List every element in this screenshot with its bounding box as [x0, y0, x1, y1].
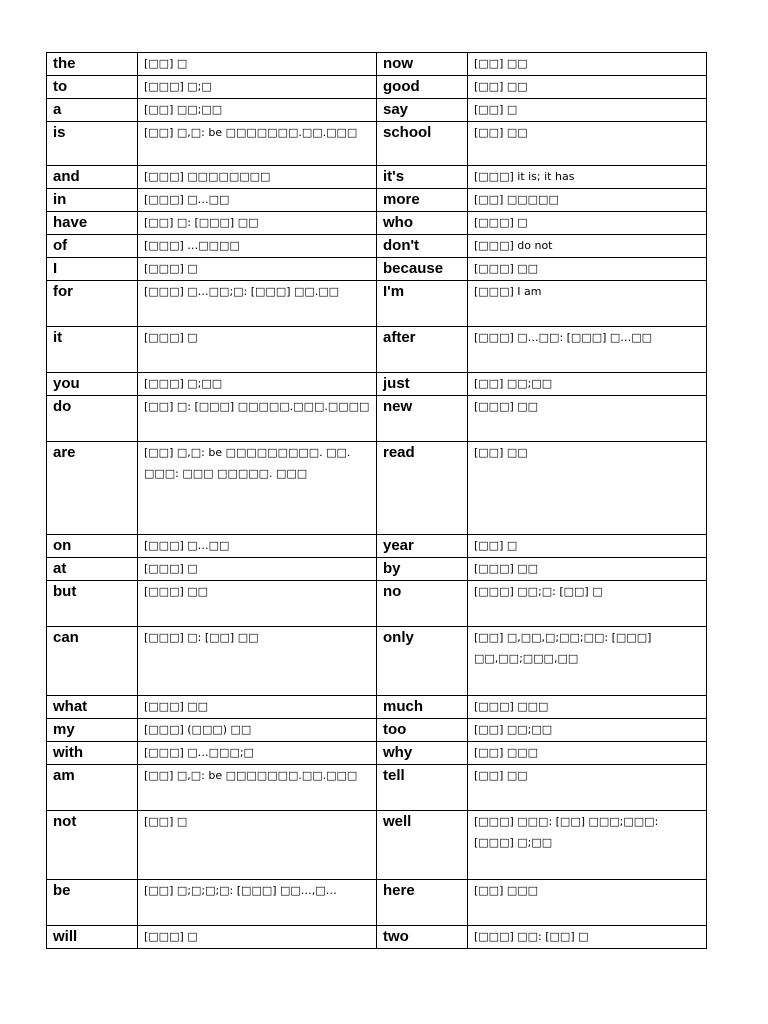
word-cell: now [377, 53, 468, 76]
definition-cell: [□□] □ [468, 99, 707, 122]
definition-cell: [□□] □□□ [468, 742, 707, 765]
table-row [47, 166, 707, 189]
word-cell: a [47, 99, 138, 122]
table-row [47, 189, 707, 212]
definition-cell: [□□] □□ [468, 442, 707, 535]
word-cell: just [377, 373, 468, 396]
definition-cell: [□□□] □ [138, 327, 377, 373]
word-cell: on [47, 535, 138, 558]
definition-cell: [□□□] □□ [468, 258, 707, 281]
definition-cell: [□□□] □…□□ [138, 535, 377, 558]
table-row [47, 327, 707, 373]
word-cell: and [47, 166, 138, 189]
definition-cell: [□□] □□ [468, 53, 707, 76]
word-cell: but [47, 581, 138, 627]
table-row [47, 581, 707, 627]
word-cell: good [377, 76, 468, 99]
word-cell: year [377, 535, 468, 558]
table-row [47, 235, 707, 258]
table-row [47, 880, 707, 926]
table-row [47, 558, 707, 581]
definition-cell: [□□□] it is; it has [468, 166, 707, 189]
table-row [47, 212, 707, 235]
definition-cell: [□□] □□ [468, 122, 707, 166]
table-row [47, 396, 707, 442]
word-cell: too [377, 719, 468, 742]
definition-cell: [□□□] □…□□ [138, 189, 377, 212]
table-row [47, 442, 707, 535]
table-row [47, 99, 707, 122]
word-cell: say [377, 99, 468, 122]
table-row [47, 76, 707, 99]
definition-cell: [□□□] □: [□□] □□ [138, 627, 377, 696]
vocabulary-table-body [47, 53, 707, 949]
word-cell: why [377, 742, 468, 765]
word-cell: after [377, 327, 468, 373]
word-cell: read [377, 442, 468, 535]
word-cell: what [47, 696, 138, 719]
definition-cell: [□□□] □□: [□□] □ [468, 926, 707, 949]
word-cell: much [377, 696, 468, 719]
definition-cell: [□□□] □□ [468, 558, 707, 581]
word-cell: no [377, 581, 468, 627]
definition-cell: [□□] □ [138, 811, 377, 880]
word-cell: more [377, 189, 468, 212]
word-cell: be [47, 880, 138, 926]
word-cell: tell [377, 765, 468, 811]
word-cell: can [47, 627, 138, 696]
definition-cell: [□□] □□□ [468, 880, 707, 926]
definition-cell: [□□□] □;□□ [138, 373, 377, 396]
definition-cell: [□□] □,□: be □□□□□□□.□□.□□□ [138, 122, 377, 166]
word-cell: do [47, 396, 138, 442]
word-cell: it's [377, 166, 468, 189]
table-row [47, 53, 707, 76]
word-cell: don't [377, 235, 468, 258]
definition-cell: [□□□] (□□□) □□ [138, 719, 377, 742]
word-cell: in [47, 189, 138, 212]
table-row [47, 281, 707, 327]
definition-cell: [□□□] □ [138, 558, 377, 581]
definition-cell: [□□□] □ [138, 258, 377, 281]
definition-cell: [□□□] □…□□□;□ [138, 742, 377, 765]
word-cell: well [377, 811, 468, 880]
word-cell: my [47, 719, 138, 742]
table-row [47, 926, 707, 949]
table-row [47, 122, 707, 166]
word-cell: will [47, 926, 138, 949]
word-cell: because [377, 258, 468, 281]
word-cell: with [47, 742, 138, 765]
word-cell: am [47, 765, 138, 811]
definition-cell: [□□] □□□□□ [468, 189, 707, 212]
word-cell: you [47, 373, 138, 396]
definition-cell: [□□□] □□ [138, 696, 377, 719]
word-cell: new [377, 396, 468, 442]
definition-cell: [□□] □ [468, 535, 707, 558]
definition-cell: [□□□] □ [468, 212, 707, 235]
definition-cell: [□□□] …□□□□ [138, 235, 377, 258]
definition-cell: [□□□] □□□: [□□] □□□;□□□: [□□□] □;□□ [468, 811, 707, 880]
word-cell: for [47, 281, 138, 327]
table-row [47, 373, 707, 396]
word-cell: who [377, 212, 468, 235]
definition-cell: [□□] □,□: be □□□□□□□.□□.□□□ [138, 765, 377, 811]
table-row [47, 258, 707, 281]
definition-cell: [□□] □: [□□□] □□□□□.□□□.□□□□ [138, 396, 377, 442]
word-cell: two [377, 926, 468, 949]
table-row [47, 765, 707, 811]
definition-cell: [□□] □□ [468, 765, 707, 811]
definition-cell: [□□] □;□;□;□: [□□□] □□…,□… [138, 880, 377, 926]
vocabulary-table [46, 52, 707, 949]
word-cell: I'm [377, 281, 468, 327]
definition-cell: [□□] □□;□□ [468, 719, 707, 742]
definition-cell: [□□□] □□□ [468, 696, 707, 719]
definition-cell: [□□] □□;□□ [138, 99, 377, 122]
table-row [47, 696, 707, 719]
definition-cell: [□□] □□;□□ [468, 373, 707, 396]
definition-cell: [□□□] □ [138, 926, 377, 949]
definition-cell: [□□] □: [□□□] □□ [138, 212, 377, 235]
definition-cell: [□□□] □□□□□□□□ [138, 166, 377, 189]
word-cell: it [47, 327, 138, 373]
word-cell: is [47, 122, 138, 166]
definition-cell: [□□] □,□□,□;□□;□□: [□□□] □□,□□;□□□,□□ [468, 627, 707, 696]
table-row [47, 535, 707, 558]
definition-cell: [□□□] do not [468, 235, 707, 258]
word-cell: school [377, 122, 468, 166]
word-cell: the [47, 53, 138, 76]
word-cell: have [47, 212, 138, 235]
definition-cell: [□□□] □…□□: [□□□] □…□□ [468, 327, 707, 373]
word-cell: not [47, 811, 138, 880]
definition-cell: [□□□] □□ [468, 396, 707, 442]
definition-cell: [□□□] □;□ [138, 76, 377, 99]
definition-cell: [□□□] I am [468, 281, 707, 327]
definition-cell: [□□] □,□: be □□□□□□□□□. □□. □□□: □□□ □□□□□. □□□ [138, 442, 377, 535]
word-cell: are [47, 442, 138, 535]
word-cell: here [377, 880, 468, 926]
definition-cell: [□□□] □□;□: [□□] □ [468, 581, 707, 627]
definition-cell: [□□] □ [138, 53, 377, 76]
table-row [47, 719, 707, 742]
word-cell: by [377, 558, 468, 581]
definition-cell: [□□□] □…□□;□: [□□□] □□.□□ [138, 281, 377, 327]
definition-cell: [□□] □□ [468, 76, 707, 99]
definition-cell: [□□□] □□ [138, 581, 377, 627]
word-cell: only [377, 627, 468, 696]
word-cell: at [47, 558, 138, 581]
table-row [47, 627, 707, 696]
table-row [47, 811, 707, 880]
word-cell: I [47, 258, 138, 281]
word-cell: of [47, 235, 138, 258]
word-cell: to [47, 76, 138, 99]
table-row [47, 742, 707, 765]
